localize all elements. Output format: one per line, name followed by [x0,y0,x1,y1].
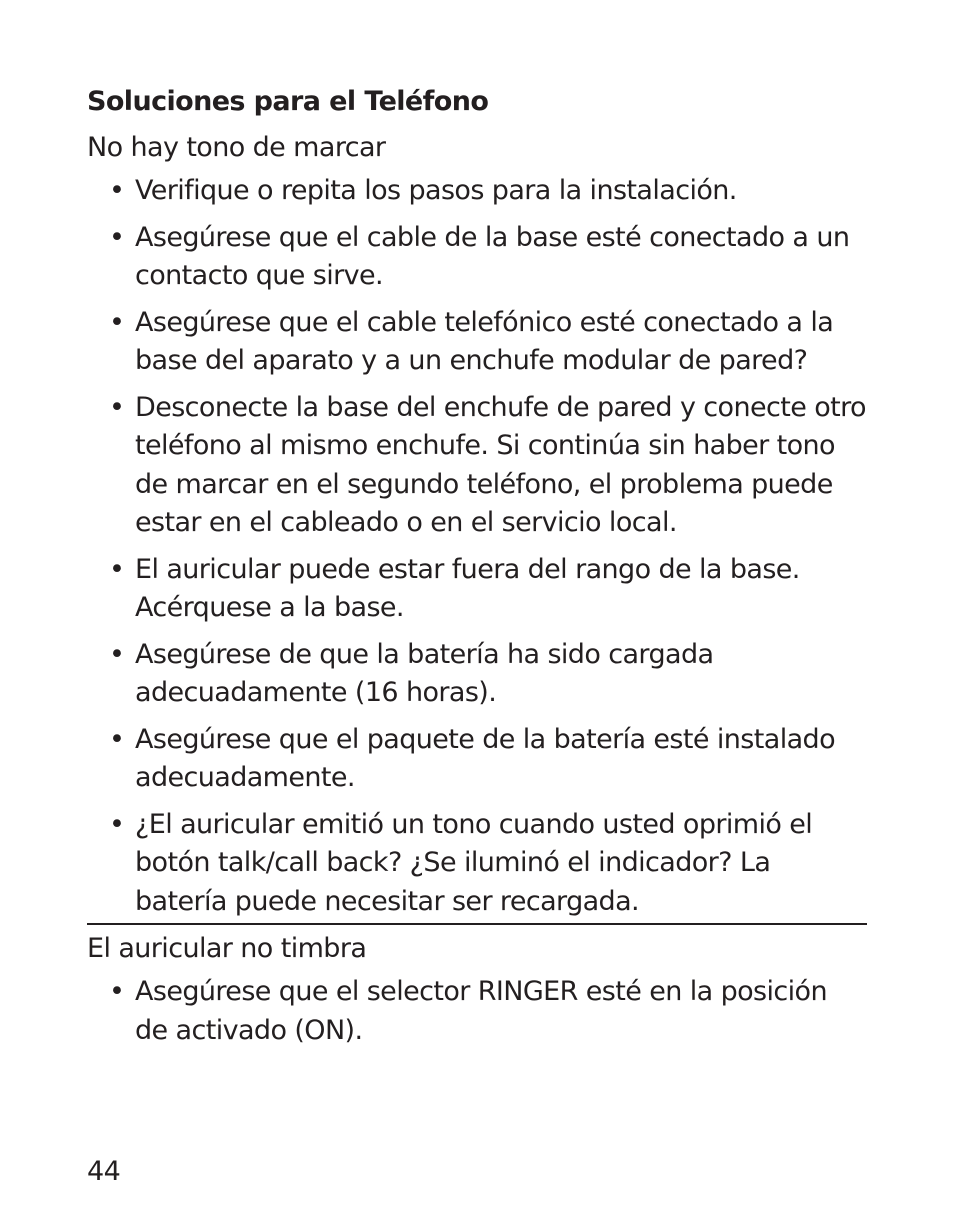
list-item-text: Asegúrese de que la batería ha sido cargada adecuadamente (16 horas). [135,638,714,708]
section-no-dial-tone [87,124,867,921]
section-title: No hay tono de marcar [87,132,386,163]
list-item-text: Asegúrese que el cable telefónico esté conectado a la base del aparato y a un enchufe modular de pared? [135,306,834,376]
bullet-icon: • [109,808,125,840]
list-item [87,389,867,543]
bullet-icon: • [109,723,125,755]
list-item [87,636,867,713]
list-item-text: El auricular puede estar fuera del rango de la base. Acérquese a la base. [135,553,800,623]
bullet-icon: • [109,175,125,206]
bullet-icon: • [109,638,125,670]
list-item [87,219,867,296]
bullet-icon: • [109,553,125,585]
list-item [87,172,867,211]
bullet-icon: • [109,976,125,1007]
list-item [87,551,867,628]
list-item-text: Asegúrese que el paquete de la batería esté instalado adecuadamente. [135,723,835,793]
list-item-text: Verifique o repita los pasos para la instalación. [135,175,737,206]
section-title: El auricular no timbra [87,933,367,964]
bullet-list [87,172,867,921]
bullet-icon: • [109,306,125,338]
bullet-icon: • [109,391,125,423]
list-item-text: ¿El auricular emitió un tono cuando usted oprimió el botón talk/call back? ¿Se iluminó el indicador? La batería puede necesitar ser recargada. [135,808,813,917]
list-item [87,973,867,1050]
bullet-list [87,973,867,1050]
list-item [87,721,867,798]
list-item-text: Asegúrese que el cable de la base esté conectado a un contacto que sirve. [135,221,850,291]
page-number: 44 [87,1156,121,1187]
list-item [87,806,867,922]
bullet-icon: • [109,221,125,253]
list-item [87,304,867,381]
section-handset-no-ring [87,925,867,1050]
manual-page [87,80,867,1058]
list-item-text: Desconecte la base del enchufe de pared y conecte otro teléfono al mismo enchufe. Si continúa sin haber tono de marcar en el segundo teléfono, el problema puede estar en el cableado o en el servicio local. [135,391,866,538]
list-item-text: Asegúrese que el selector RINGER esté en la posición de activado (ON). [135,976,827,1046]
page-heading: Soluciones para el Teléfono [87,86,489,117]
